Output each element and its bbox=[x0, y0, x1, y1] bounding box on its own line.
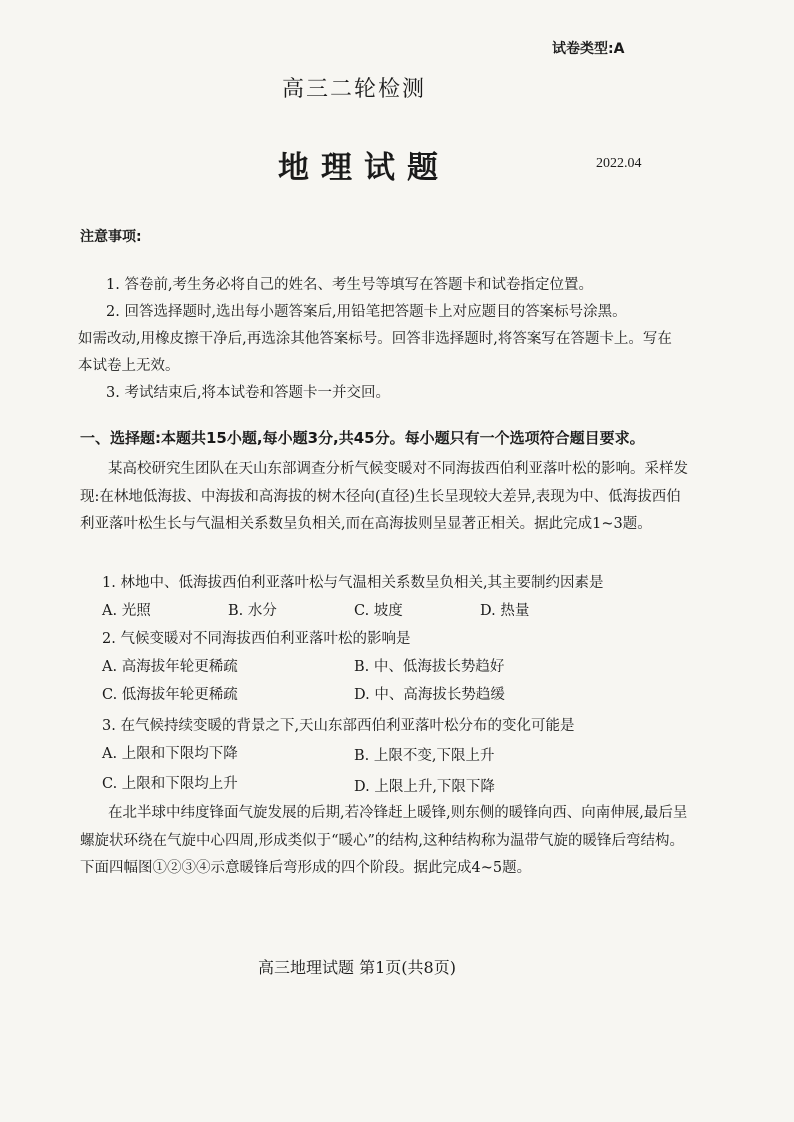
section-heading: 一、选择题:本题共15小题,每小题3分,共45分。每小题只有一个选项符合题目要求。 bbox=[80, 429, 645, 447]
notice-item-2: 2. 回答选择题时,选出每小题答案后,用铅笔把答题卡上对应题目的答案标号涂黑。 bbox=[106, 304, 627, 320]
question-2-stem: 2. 气候变暖对不同海拔西伯利亚落叶松的影响是 bbox=[102, 631, 411, 647]
page-footer: 高三地理试题 第1页(共8页) bbox=[258, 958, 456, 977]
q1-option-a: A. 光照 bbox=[102, 603, 151, 619]
passage-2: 在北半球中纬度锋面气旋发展的后期,若冷锋赶上暖锋,则东侧的暖锋向西、向南伸展,最后呈螺旋状环绕在气旋中心四周,形成类似于“暖心”的结构,这种结构称为温带气旋的暖锋后弯结构。下面四幅图①②③④示意暖锋后弯形成的四个阶段。据此完成4~5题。 bbox=[80, 805, 688, 876]
q1-option-c: C. 坡度 bbox=[354, 603, 403, 619]
q1-option-b: B. 水分 bbox=[228, 603, 277, 619]
notice-item-1: 1. 答卷前,考生务必将自己的姓名、考生号等填写在答题卡和试卷指定位置。 bbox=[106, 277, 594, 293]
q1-option-d: D. 热量 bbox=[480, 603, 530, 619]
question-1-stem: 1. 林地中、低海拔西伯利亚落叶松与气温相关系数呈负相关,其主要制约因素是 bbox=[102, 575, 604, 591]
exam-type-label: 试卷类型:A bbox=[552, 41, 625, 57]
q2-option-a: A. 高海拔年轮更稀疏 bbox=[102, 659, 238, 675]
passage-1: 某高校研究生团队在天山东部调查分析气候变暖对不同海拔西伯利亚落叶松的影响。采样发现:在林地低海拔、中海拔和高海拔的树木径向(直径)生长呈现较大差异,表现为中、低海拔西伯利亚落叶松生长与气温相关系数呈负相关,而在高海拔则呈显著正相关。据此完成1~3题。 bbox=[80, 461, 688, 532]
q3-option-c: C. 上限和下限均上升 bbox=[102, 776, 238, 792]
q3-option-d: D. 上限上升,下限下降 bbox=[354, 779, 495, 795]
notice-item-3: 3. 考试结束后,将本试卷和答题卡一并交回。 bbox=[106, 385, 391, 401]
exam-date: 2022.04 bbox=[596, 156, 642, 171]
notice-heading: 注意事项: bbox=[80, 229, 142, 245]
exam-subtitle: 高三二轮检测 bbox=[282, 77, 427, 102]
q2-option-b: B. 中、低海拔长势趋好 bbox=[354, 659, 505, 675]
question-3-stem: 3. 在气候持续变暖的背景之下,天山东部西伯利亚落叶松分布的变化可能是 bbox=[102, 718, 575, 734]
page-title: 地理试题 bbox=[278, 150, 450, 186]
notice-list bbox=[78, 272, 678, 407]
q3-option-b: B. 上限不变,下限上升 bbox=[354, 748, 495, 764]
q3-option-a: A. 上限和下限均下降 bbox=[102, 746, 238, 762]
notice-item-2-cont: 如需改动,用橡皮擦干净后,再选涂其他答案标号。回答非选择题时,将答案写在答题卡上。写在本试卷上无效。 bbox=[78, 331, 672, 374]
q2-option-c: C. 低海拔年轮更稀疏 bbox=[102, 687, 238, 703]
q2-option-d: D. 中、高海拔长势趋缓 bbox=[354, 687, 505, 703]
